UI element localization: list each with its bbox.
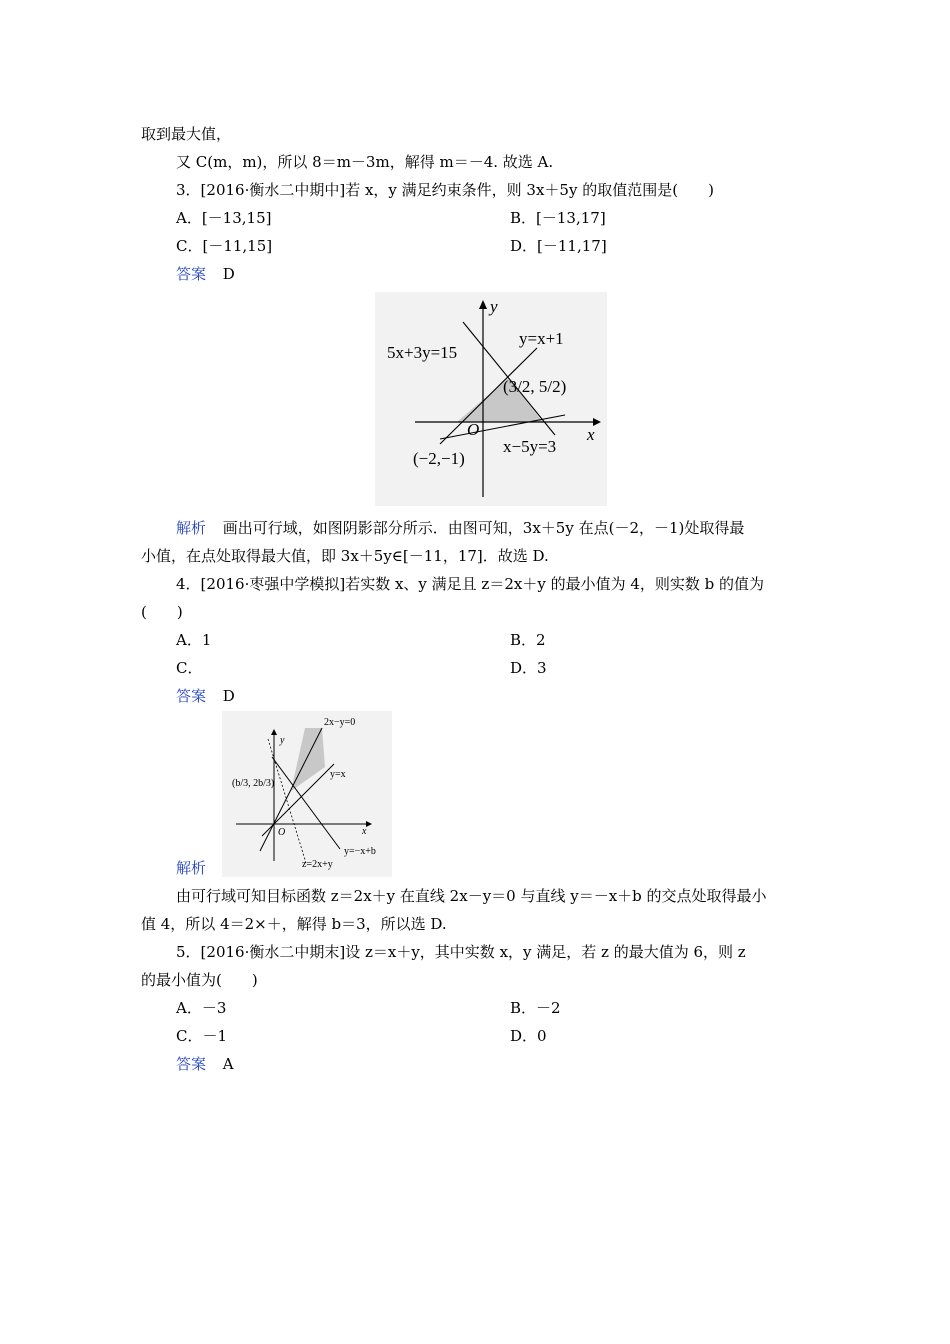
option-a: A．[－13,15] <box>176 209 272 227</box>
question-5: 5．[2016·衡水二中期末]设 z＝x＋y，其中实数 x，y 满足，若 z 的最大值为 6，则 z <box>176 943 746 961</box>
analysis-text: 由可行域可知目标函数 z＝2x＋y 在直线 2x－y＝0 与直线 y＝－x＋b 的交点处取得最小 <box>176 887 767 905</box>
text-line: 值 4，所以 4＝2×＋，解得 b＝3，所以选 D. <box>141 915 447 933</box>
question-3: 3．[2016·衡水二中期中]若 x，y 满足约束条件，则 3x＋5y 的取值范围是( ) <box>176 181 714 199</box>
question-5-cont: 的最小值为( ) <box>141 971 258 989</box>
figure-2 <box>222 711 392 877</box>
figure-1 <box>375 292 607 506</box>
label-z-2x-y: z=2x+y <box>302 859 333 870</box>
label-2x-y-0: 2x−y=0 <box>324 717 356 728</box>
answer-value: D <box>222 265 235 283</box>
point-max: (3/2, 5/2) <box>503 377 567 396</box>
analysis-label: 解析 <box>176 519 207 537</box>
option-b: B．2 <box>510 631 546 649</box>
option-b: B．－2 <box>510 999 561 1017</box>
label-y-neg-x-b: y=−x+b <box>344 846 376 857</box>
question-4: 4．[2016·枣强中学模拟]若实数 x、y 满足且 z＝2x＋y 的最小值为 4，则实数 b 的值为 <box>176 575 765 593</box>
option-b: B．[－13,17] <box>510 209 606 227</box>
option-a: A．1 <box>176 631 212 649</box>
answer-row <box>176 264 235 284</box>
label-y-x: y=x <box>330 769 346 780</box>
answer-row <box>176 686 235 706</box>
point-min: (−2,−1) <box>413 449 465 468</box>
question-4-paren: ( ) <box>141 603 183 621</box>
y-axis-label: y <box>490 297 498 316</box>
analysis-row <box>176 518 744 538</box>
option-d: D．3 <box>510 659 547 677</box>
origin-label: O <box>467 420 480 439</box>
point-label: (b/3, 2b/3) <box>232 778 275 789</box>
option-c: C．[－11,15] <box>176 237 273 255</box>
x-axis-label: x <box>362 826 367 837</box>
text-line: 取到最大值， <box>141 125 232 143</box>
label-y-x-1: y=x+1 <box>519 329 564 348</box>
label-x-5y-3: x−5y=3 <box>503 437 557 456</box>
analysis-label: 解析 <box>176 859 207 877</box>
label-5x-3y-15: 5x+3y=15 <box>387 343 458 362</box>
answer-value: A <box>222 1055 234 1073</box>
option-c: C． <box>176 659 203 677</box>
answer-label: 答案 <box>176 687 207 705</box>
analysis-label-line <box>176 858 206 878</box>
answer-value: D <box>222 687 235 705</box>
answer-label: 答案 <box>176 265 207 283</box>
x-axis-label: x <box>587 425 595 444</box>
text-line: 又 C(m，m)，所以 8＝m－3m，解得 m＝－4. 故选 A. <box>176 153 554 171</box>
text-line: 小值，在点处取得最大值，即 3x＋5y∈[－11，17]．故选 D. <box>141 547 549 565</box>
answer-row <box>176 1054 234 1074</box>
option-c: C．－1 <box>176 1027 228 1045</box>
analysis-text: 画出可行域，如图阴影部分所示．由图可知，3x＋5y 在点(－2，－1)处取得最 <box>222 519 745 537</box>
answer-label: 答案 <box>176 1055 207 1073</box>
option-d: D．0 <box>510 1027 547 1045</box>
origin-label: O <box>278 827 286 838</box>
y-axis-label: y <box>280 735 285 746</box>
option-a: A．－3 <box>176 999 227 1017</box>
option-d: D．[－11,17] <box>510 237 607 255</box>
